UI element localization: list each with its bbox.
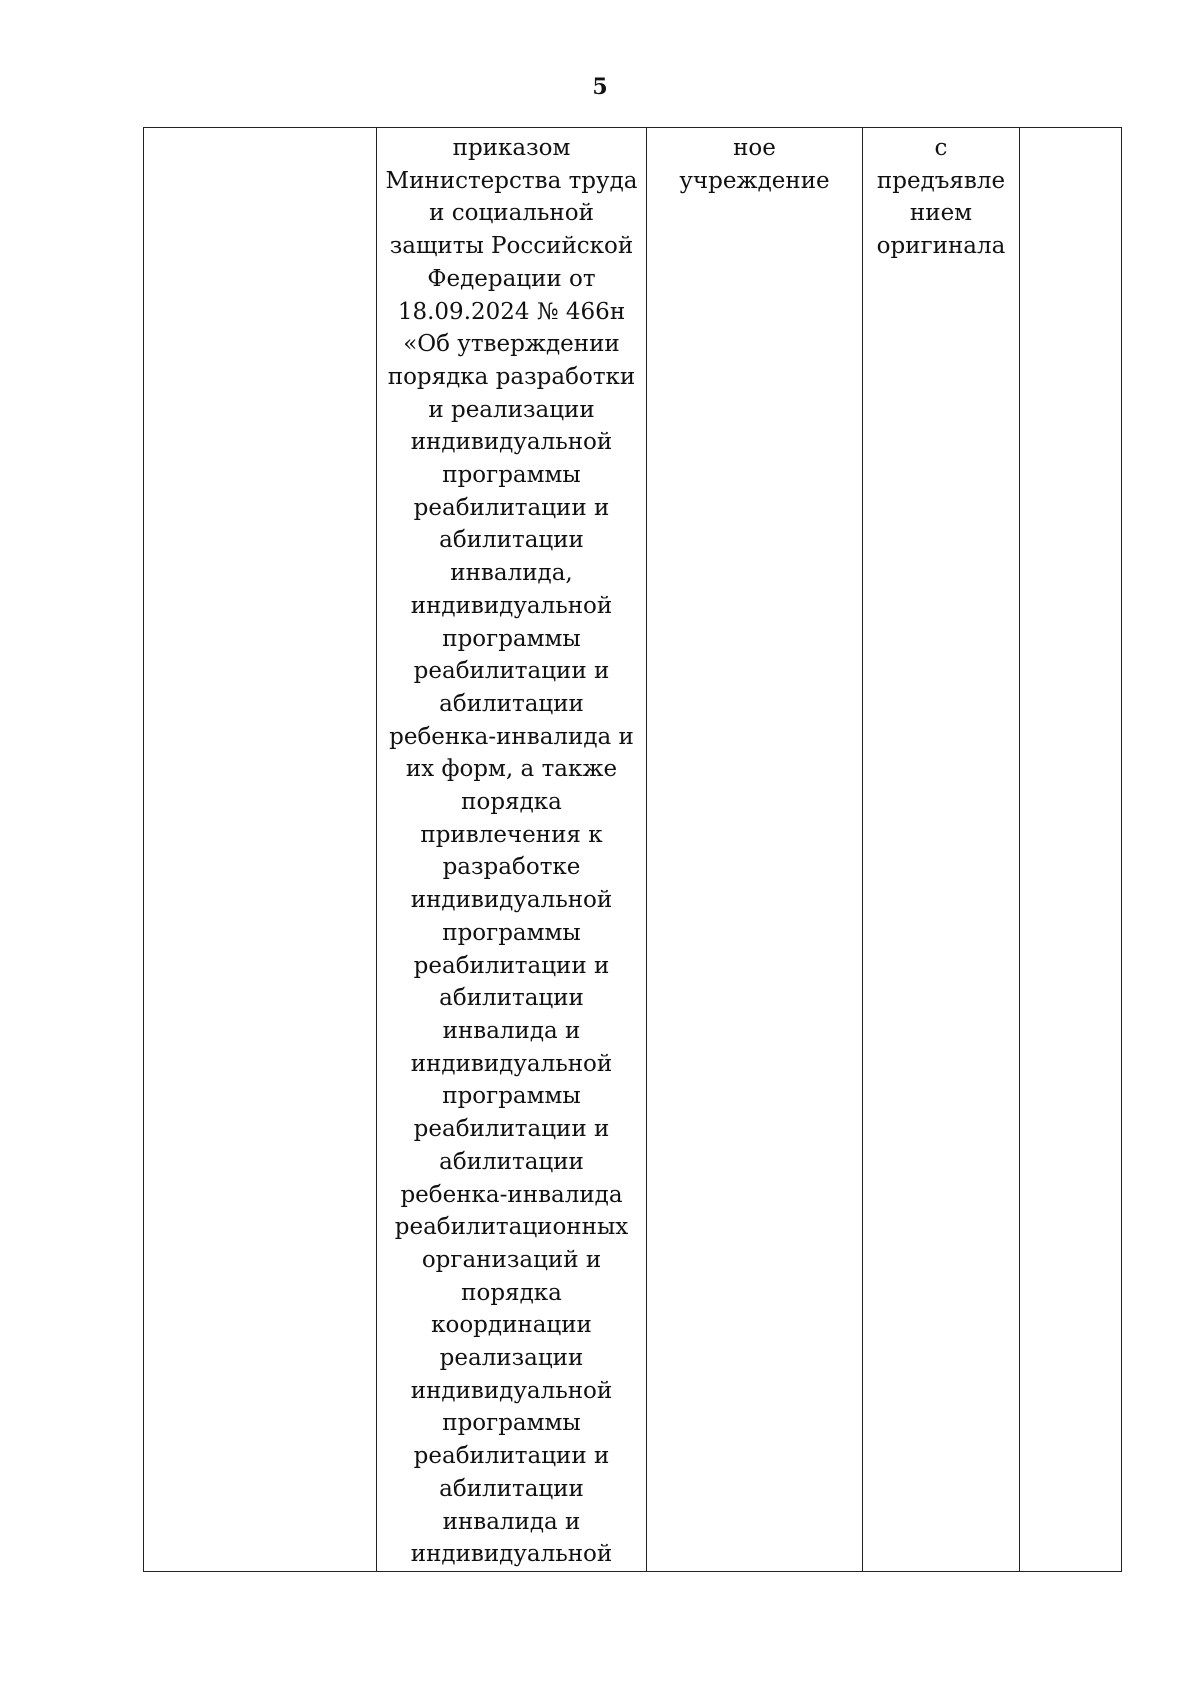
cell-text-line: разработке	[442, 854, 581, 881]
cell-text-line: порядка	[461, 789, 562, 816]
cell-text-line: абилитации	[439, 1475, 584, 1502]
table-cell-col2	[377, 128, 647, 1572]
cell-text-line: «Об утверждении	[403, 331, 620, 358]
table-cell-col1	[144, 128, 377, 1572]
cell-text-line: и социальной	[429, 200, 594, 227]
cell-text-line: абилитации	[439, 527, 584, 554]
cell-text-line: ное	[733, 135, 776, 161]
cell-text-line: реабилитационных	[394, 1214, 629, 1241]
cell-text-line: реабилитации и	[413, 494, 610, 521]
cell-text-line: 18.09.2024 № 466н	[397, 298, 626, 325]
cell-text-line: реабилитации и	[413, 658, 610, 685]
cell-text-line: защиты Российской	[389, 233, 634, 260]
cell-text-line: абилитации	[439, 1148, 584, 1175]
cell-text-line: порядка разработки	[387, 363, 636, 390]
cell-text-line: Федерации от	[427, 265, 596, 292]
cell-text-line: ребенка-инвалида и	[389, 723, 634, 750]
cell-text-line: индивидуальной	[410, 887, 613, 914]
cell-text-line: индивидуальной	[410, 1377, 613, 1404]
cell-text-line: привлечения к	[420, 821, 603, 848]
cell-text-line: индивидуальной	[410, 1541, 613, 1568]
cell-text-line: Министерства труда	[385, 167, 638, 194]
cell-text-line: программы	[442, 462, 581, 489]
cell-text-line: абилитации	[439, 690, 584, 717]
cell-text-line: индивидуальной	[410, 1050, 613, 1077]
cell-text-line: индивидуальной	[410, 592, 613, 619]
table-cell-col5	[1020, 128, 1122, 1572]
cell-text-line: приказом	[452, 135, 571, 161]
cell-text-line: реабилитации и	[413, 1443, 610, 1470]
cell-text-line: абилитации	[439, 985, 584, 1012]
cell-text-line: программы	[442, 1410, 581, 1437]
page-number: 5	[592, 74, 608, 100]
cell-text-line: с	[934, 135, 948, 161]
cell-text-line: программы	[442, 625, 581, 652]
cell-text-line: учреждение	[679, 167, 830, 194]
cell-text-line: координации	[431, 1312, 592, 1339]
cell-text-line: реализации	[439, 1345, 584, 1372]
table-cell-col4	[863, 128, 1020, 1572]
cell-text-line: реабилитации и	[413, 952, 610, 979]
cell-text-line: организаций и	[421, 1246, 602, 1273]
cell-text-line: программы	[442, 919, 581, 946]
table-row	[144, 128, 1122, 1572]
cell-text-line: предъявле	[876, 167, 1006, 194]
cell-text-line: инвалида и	[442, 1508, 581, 1535]
cell-text-line: их форм, а также	[405, 756, 618, 783]
cell-text-line: инвалида и	[442, 1017, 581, 1044]
cell-text-line: реабилитации и	[413, 1116, 610, 1143]
cell-text-line: нием	[909, 200, 973, 227]
cell-text-line: и реализации	[428, 396, 595, 423]
cell-text-line: инвалида,	[450, 560, 573, 587]
document-table	[143, 127, 1122, 1572]
cell-text-line: оригинала	[876, 233, 1006, 260]
cell-text-line: программы	[442, 1083, 581, 1110]
cell-text-line: индивидуальной	[410, 429, 613, 456]
cell-text-line: ребенка-инвалида	[400, 1181, 623, 1208]
cell-text-line: порядка	[461, 1279, 562, 1306]
table-cell-col3	[647, 128, 863, 1572]
